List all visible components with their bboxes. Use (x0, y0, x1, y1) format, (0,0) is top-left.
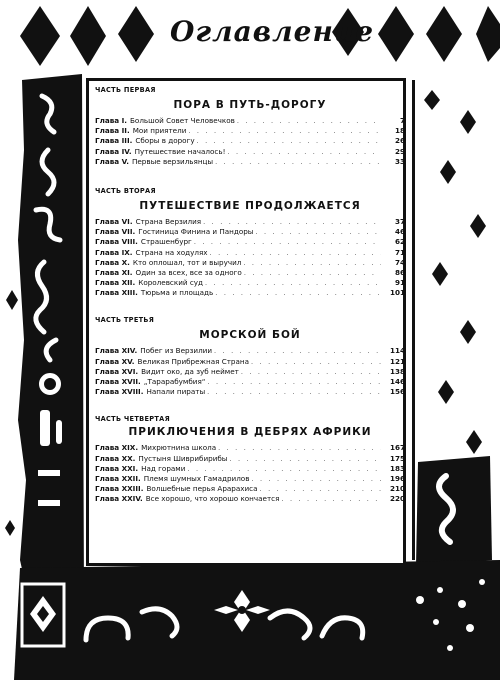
chapter-number: Глава XIX. (95, 443, 139, 453)
chapter-number: Глава X. (95, 257, 130, 267)
chapter-page: 156 (389, 387, 405, 397)
chapter-entry[interactable] (95, 367, 405, 377)
chapter-page: 146 (389, 377, 405, 386)
chapter-entry[interactable] (95, 227, 405, 237)
table-of-contents (95, 86, 405, 505)
chapter-number: Глава VII. (95, 227, 136, 237)
dot-leader (218, 443, 381, 453)
chapter-entry[interactable] (95, 126, 405, 136)
chapter-number: Глава XIII. (95, 288, 138, 298)
chapter-title: Видит око, да зуб неймет (141, 366, 239, 376)
chapter-title: Побег из Верзилии (140, 346, 213, 356)
dot-leader (244, 268, 381, 278)
chapter-list (95, 346, 405, 397)
chapter-entry[interactable] (95, 387, 405, 397)
chapter-entry[interactable] (95, 377, 405, 387)
chapter-page: 220 (389, 494, 405, 504)
dot-leader (188, 126, 381, 136)
chapter-title: Мои приятели (132, 126, 187, 136)
chapter-entry[interactable] (95, 278, 405, 288)
dot-leader (207, 387, 381, 397)
part-label: ЧАСТЬ ЧЕТВЕРТАЯ (95, 415, 170, 424)
dot-leader (237, 116, 381, 126)
dot-leader (227, 147, 381, 157)
chapter-list (95, 116, 405, 167)
chapter-entry[interactable] (95, 494, 405, 504)
part-3 (95, 316, 405, 397)
dot-leader (187, 464, 381, 474)
chapter-page: 33 (394, 156, 405, 166)
dot-leader (215, 157, 381, 167)
chapter-page: 114 (389, 346, 405, 356)
chapter-entry[interactable] (95, 443, 405, 453)
chapter-entry[interactable] (95, 268, 405, 278)
chapter-list (95, 217, 405, 299)
chapter-entry[interactable] (95, 484, 405, 494)
chapter-number: Глава XI. (95, 267, 133, 277)
part-1 (95, 86, 405, 167)
chapter-title: Михрютнина школа (141, 443, 217, 453)
left-knot-motif (38, 372, 62, 396)
chapter-page: 101 (389, 288, 405, 298)
part-title: МОРСКОЙ БОЙ (199, 329, 301, 342)
chapter-number: Глава III. (95, 136, 133, 146)
chapter-number: Глава XXI. (95, 463, 139, 473)
chapter-page: 183 (389, 463, 405, 473)
chapter-title: Напали пираты (146, 387, 206, 397)
chapter-page: 167 (389, 443, 405, 453)
chapter-title: Тюрьма и площадь (140, 288, 214, 298)
chapter-title: Великая Прибрежная Страна (137, 356, 250, 366)
part-title: ПОРА В ПУТЬ-ДОРОГУ (173, 99, 327, 111)
chapter-title: Первые верзильянцы (131, 156, 214, 166)
chapter-title: Сборы в дорогу (135, 136, 195, 146)
dot-leader (205, 278, 381, 288)
dot-leader (260, 484, 381, 494)
chapter-page: 29 (394, 146, 405, 156)
chapter-page: 86 (394, 267, 405, 277)
chapter-title: Путешествие началось! (134, 146, 226, 156)
chapter-title: Страна на ходулях (135, 247, 208, 257)
chapter-number: Глава XVI. (95, 366, 139, 376)
chapter-list (95, 443, 405, 504)
chapter-entry[interactable] (95, 464, 405, 474)
chapter-number: Глава XIV. (95, 346, 138, 356)
chapter-title: Кто оплошал, тот и выручил (132, 257, 242, 267)
chapter-page: 7 (399, 116, 405, 125)
chapter-entry[interactable] (95, 157, 405, 167)
chapter-number: Глава XII. (95, 278, 136, 288)
part-2 (95, 187, 405, 299)
part-label: ЧАСТЬ ВТОРАЯ (95, 186, 156, 195)
chapter-page: 91 (394, 278, 405, 288)
chapter-entry[interactable] (95, 116, 405, 126)
dot-leader (215, 288, 381, 298)
part-label: ЧАСТЬ ПЕРВАЯ (95, 86, 156, 94)
chapter-entry[interactable] (95, 136, 405, 146)
dot-leader (229, 454, 381, 464)
contents-heading: Оглавление (170, 15, 375, 48)
chapter-title: Все хорошо, что хорошо кончается (145, 494, 280, 504)
dot-leader (203, 217, 381, 227)
chapter-title: Королевский суд (138, 278, 204, 288)
chapter-title: Страшенбург (140, 237, 192, 247)
part-title: ПРИКЛЮЧЕНИЯ В ДЕБРЯХ АФРИКИ (128, 426, 372, 439)
chapter-title: Племя шумных Гамадрилов (143, 473, 250, 483)
chapter-number: Глава XX. (95, 453, 136, 463)
chapter-number: Глава VI. (95, 216, 133, 226)
part-label: ЧАСТЬ ТРЕТЬЯ (95, 316, 155, 325)
dot-leader (281, 494, 381, 504)
chapter-entry[interactable] (95, 288, 405, 298)
chapter-title: Пустыня Шиврибирибы (138, 453, 228, 463)
left-small-diamonds (5, 290, 18, 536)
chapter-page: 210 (389, 484, 405, 494)
dot-leader (197, 136, 381, 146)
chapter-entry[interactable] (95, 248, 405, 258)
chapter-entry[interactable] (95, 217, 405, 227)
chapter-entry[interactable] (95, 454, 405, 464)
chapter-page: 74 (394, 257, 405, 267)
chapter-page: 71 (394, 247, 405, 257)
chapter-title: Страна Верзилия (135, 216, 202, 226)
bottom-diamond-tile (22, 584, 64, 646)
chapter-page: 18 (394, 126, 405, 136)
chapter-number: Глава VIII. (95, 237, 138, 247)
dot-leader (210, 248, 381, 258)
dot-leader (194, 237, 381, 247)
chapter-number: Глава V. (95, 156, 129, 166)
chapter-entry[interactable] (95, 258, 405, 268)
chapter-page: 62 (394, 237, 405, 247)
chapter-number: Глава XXIV. (95, 494, 143, 504)
chapter-page: 175 (389, 453, 405, 463)
dot-leader (251, 474, 381, 484)
dot-leader (243, 258, 381, 268)
dot-leader (241, 367, 381, 377)
chapter-entry[interactable] (95, 474, 405, 484)
chapter-page: 138 (389, 366, 405, 376)
part-4 (95, 415, 405, 504)
chapter-entry[interactable] (95, 346, 405, 356)
chapter-title: Большой Совет Человечков (130, 116, 235, 125)
chapter-number: Глава XXII. (95, 473, 141, 483)
dot-leader (214, 346, 381, 356)
chapter-entry[interactable] (95, 357, 405, 367)
chapter-number: Глава II. (95, 126, 130, 136)
chapter-page: 37 (394, 216, 405, 226)
chapter-title: Один за всех, все за одного (135, 267, 242, 277)
chapter-number: Глава IX. (95, 247, 133, 257)
chapter-page: 196 (389, 473, 405, 483)
dot-leader (208, 377, 382, 387)
chapter-number: Глава XVIII. (95, 387, 144, 397)
chapter-number: Глава XVII. (95, 377, 141, 386)
dot-leader (251, 357, 381, 367)
chapter-entry[interactable] (95, 237, 405, 247)
chapter-number: Глава I. (95, 116, 127, 125)
chapter-entry[interactable] (95, 147, 405, 157)
chapter-number: Глава IV. (95, 146, 132, 156)
dot-leader (255, 227, 381, 237)
chapter-title: Гостиница Финина и Пандоры (138, 227, 254, 237)
chapter-number: Глава XV. (95, 356, 135, 366)
bottom-border-band (14, 560, 500, 680)
chapter-page: 121 (389, 356, 405, 366)
chapter-title: „Тарарабумбия“ (143, 377, 206, 386)
chapter-title: Волшебные перья Арарахиса (146, 484, 258, 494)
chapter-page: 46 (394, 227, 405, 237)
part-title: ПУТЕШЕСТВИЕ ПРОДОЛЖАЕТСЯ (139, 199, 361, 212)
chapter-page: 26 (394, 136, 405, 146)
chapter-number: Глава XXIII. (95, 484, 144, 494)
chapter-title: Над горами (141, 463, 186, 473)
